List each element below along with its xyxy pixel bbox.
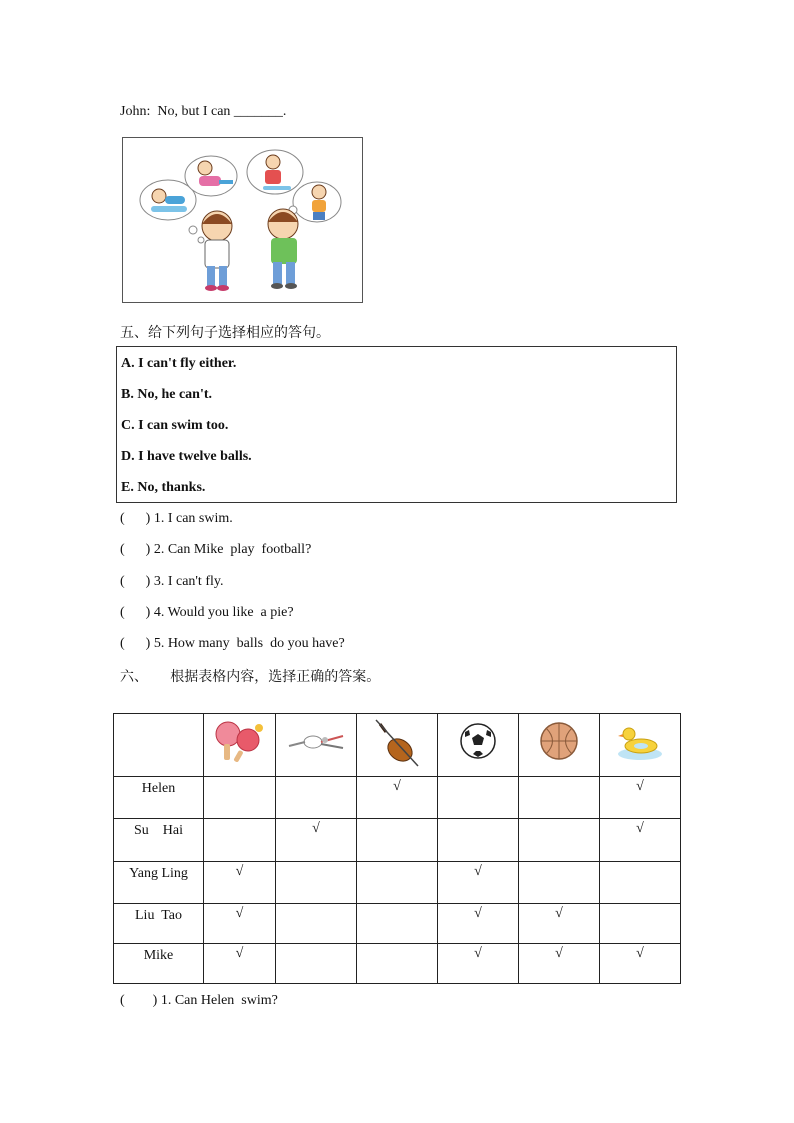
activity-cell [438,944,519,984]
activity-cell [600,944,681,984]
question-2: ( ) 2. Can Mike play football? [120,542,312,557]
tick-mark: √ [393,779,401,794]
activity-cell [600,819,681,862]
tick-mark: √ [636,946,644,961]
tick-mark: √ [555,906,563,921]
activity-cell [438,862,519,904]
question-1: ( ) 1. I can swim. [120,511,233,526]
option-b: B. No, he can't. [121,387,212,402]
student-name-cell: Su Hai [114,819,204,862]
student-name-cell: Liu Tao [114,904,204,944]
student-name-cell: Yang Ling [114,862,204,904]
tick-mark: √ [235,906,244,921]
table-question-1: ( ) 1. Can Helen swim? [120,993,278,1008]
table-row [114,819,681,862]
question-4: ( ) 4. Would you like a pie? [120,605,294,620]
table-row [114,944,681,984]
student-name-cell: Mike [114,944,204,984]
activity-cell [519,944,600,984]
activity-cell [276,904,357,944]
header-blank-cell [114,714,204,777]
table-row [114,862,681,904]
ping-pong-icon [212,718,268,764]
activity-cell [357,777,438,819]
activity-cell [600,777,681,819]
tick-mark: √ [235,864,244,879]
tick-mark: √ [555,946,563,961]
activity-cell [357,862,438,904]
header-cell [438,714,519,777]
activity-cell [276,944,357,984]
activity-cell [204,944,276,984]
section5-title: 五、给下列句子选择相应的答句。 [120,325,330,341]
activity-cell [276,819,357,862]
tick-mark: √ [474,946,482,961]
activity-cell [438,904,519,944]
student-name-cell: Helen [114,777,204,819]
activity-cell [276,862,357,904]
tick-mark: √ [474,906,482,921]
header-cell [519,714,600,777]
activity-cell [357,904,438,944]
option-d: D. I have twelve balls. [121,449,252,464]
kids-thinking-illustration [122,137,363,303]
activity-cell [204,819,276,862]
tick-mark: √ [474,864,482,879]
activity-cell [204,777,276,819]
activity-cell [519,862,600,904]
tick-mark: √ [235,946,244,961]
table-row [114,904,681,944]
activity-cell [276,777,357,819]
table-header-row [114,714,681,777]
activity-cell [357,944,438,984]
basketball-icon [536,718,582,764]
table-row [114,777,681,819]
football-icon [455,718,501,764]
activity-cell [204,904,276,944]
question-3: ( ) 3. I can't fly. [120,574,224,589]
badminton-icon [285,718,347,764]
option-c: C. I can swim too. [121,418,229,433]
tick-mark: √ [312,821,320,836]
activity-cell [438,819,519,862]
activity-cell [204,862,276,904]
activity-cell [600,904,681,944]
section6-title: 六、 根据表格内容，选择正确的答案。 [120,669,381,685]
header-cell [204,714,276,777]
tick-mark: √ [636,821,644,836]
activity-cell [357,819,438,862]
activity-cell [438,777,519,819]
header-cell [276,714,357,777]
swim-ring-icon [615,718,665,764]
hobby-table [113,713,681,984]
activity-cell [519,819,600,862]
dialogue-line: John: No, but I can _______. [120,104,287,119]
header-cell [600,714,681,777]
answer-options-box [116,346,677,503]
violin-icon [372,718,422,768]
question-5: ( ) 5. How many balls do you have? [120,636,345,651]
header-cell [357,714,438,777]
activity-cell [519,904,600,944]
option-a: A. I can't fly either. [121,356,237,371]
activity-cell [519,777,600,819]
option-e: E. No, thanks. [121,480,206,495]
tick-mark: √ [636,779,644,794]
activity-cell [600,862,681,904]
